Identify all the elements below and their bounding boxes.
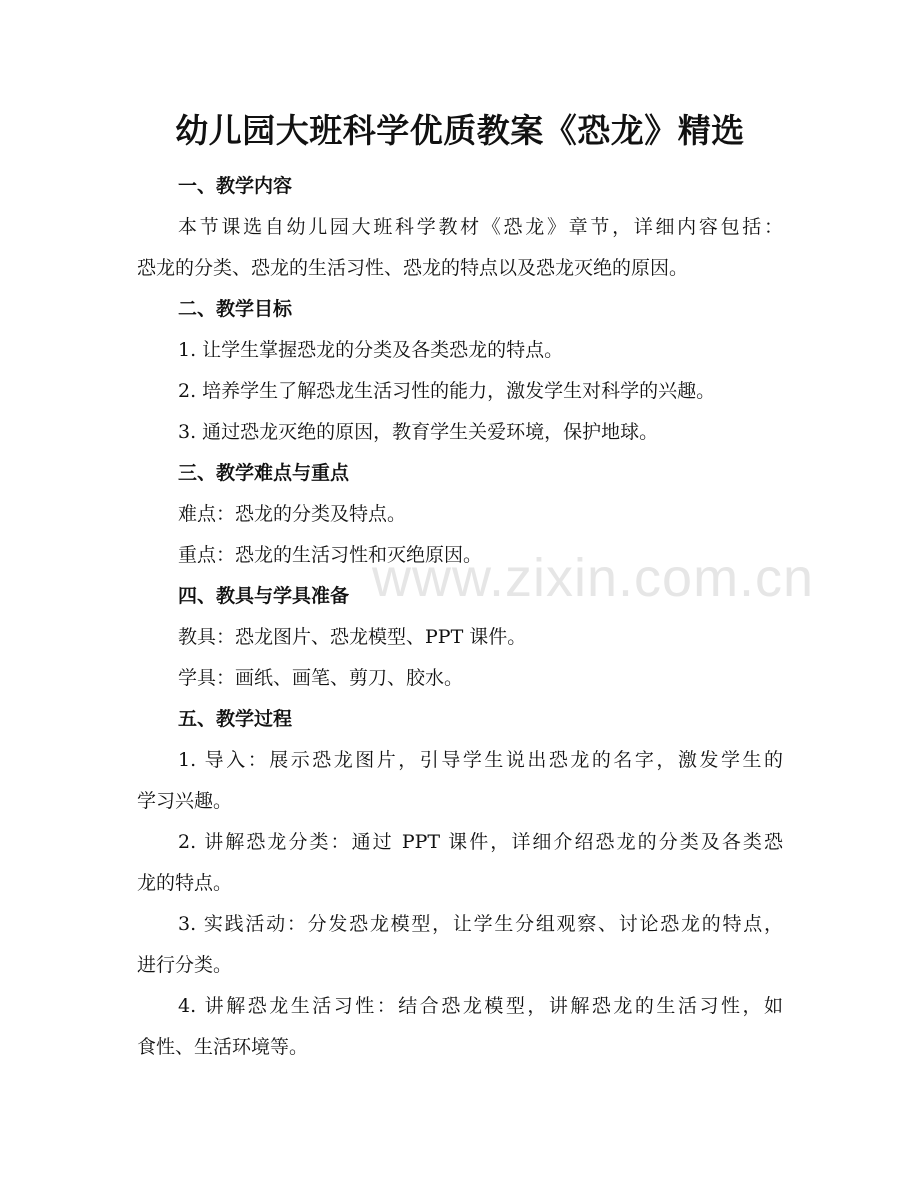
goal-item: 2. 培养学生了解恐龙生活习性的能力，激发学生对科学的兴趣。 [178, 380, 716, 402]
section-heading-process: 五、教学过程 [178, 708, 293, 730]
goal-item: 3. 通过恐龙灭绝的原因，教育学生关爱环境，保护地球。 [178, 421, 659, 443]
content-paragraph-line-1: 本节课选自幼儿园大班科学教材《恐龙》章节，详细内容包括： [178, 216, 783, 238]
section-heading-materials: 四、教具与学具准备 [178, 585, 350, 607]
student-materials-text: 学具：画纸、画笔、剪刀、胶水。 [178, 667, 464, 689]
process-step-line-2: 龙的特点。 [137, 872, 233, 894]
process-step-line-1: 1. 导入：展示恐龙图片，引导学生说出恐龙的名字，激发学生的 [178, 749, 783, 771]
process-step-line-2: 学习兴趣。 [137, 790, 233, 812]
section-heading-keypoints: 三、教学难点与重点 [178, 462, 350, 484]
process-step-line-2: 食性、生活环境等。 [137, 1036, 309, 1058]
difficulty-text: 难点：恐龙的分类及特点。 [178, 503, 407, 525]
document-body [137, 166, 783, 1068]
section-heading-content: 一、教学内容 [178, 175, 293, 197]
content-paragraph-line-2: 恐龙的分类、恐龙的生活习性、恐龙的特点以及恐龙灭绝的原因。 [137, 257, 689, 279]
document-title: 幼儿园大班科学优质教案《恐龙》精选 [175, 111, 745, 150]
process-step-line-1: 3. 实践活动：分发恐龙模型，让学生分组观察、讨论恐龙的特点， [178, 913, 783, 935]
goal-item: 1. 让学生掌握恐龙的分类及各类恐龙的特点。 [178, 339, 564, 361]
process-step-line-2: 进行分类。 [137, 954, 233, 976]
process-step-line-1: 2. 讲解恐龙分类：通过 PPT 课件，详细介绍恐龙的分类及各类恐 [178, 831, 783, 853]
section-heading-goals: 二、教学目标 [178, 298, 293, 320]
watermark-text: www.zixin.com.cn [372, 548, 815, 608]
focus-text: 重点：恐龙的生活习性和灭绝原因。 [178, 544, 483, 566]
process-step-line-1: 4. 讲解恐龙生活习性：结合恐龙模型，讲解恐龙的生活习性，如 [178, 995, 783, 1017]
teacher-materials-text: 教具：恐龙图片、恐龙模型、PPT 课件。 [178, 626, 527, 648]
